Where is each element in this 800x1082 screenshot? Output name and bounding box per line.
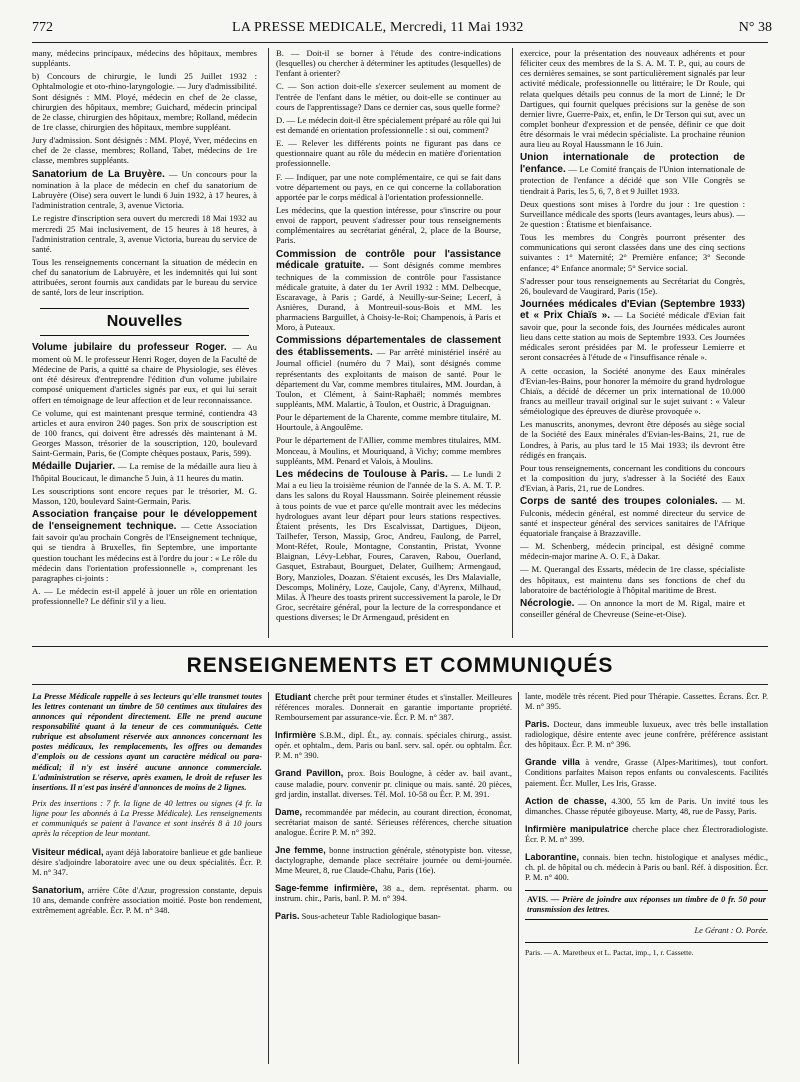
paragraph: Pour le département de la Charente, comme membre titulaire, M. Hourtoule, à Angoulême.: [276, 412, 501, 433]
classifieds-column-3: [525, 692, 768, 1064]
page-header: [32, 20, 772, 40]
page-number: 772: [32, 20, 53, 35]
manager-signature: Le Gérant : O. Porée.: [694, 926, 768, 936]
paragraph: Pour le département de l'Allier, comme membres titulaires, MM. Monceau, à Moulins, et Mouriquand, à Vichy; comme membres suppléants, MM. Penard et Valois, à Moulins.: [276, 435, 501, 466]
ad-title: Grande villa: [525, 757, 580, 768]
ad-text: cherche place chez Électroradiologiste. Écr. P. M. n° 399.: [525, 824, 768, 844]
journal-title: LA PRESSE MEDICALE, Mercredi, 11 Mai 1932: [232, 20, 524, 35]
section-heading: Volume jubilaire du professeur Roger.: [32, 342, 227, 354]
article-column-2: [276, 48, 501, 638]
paragraph: F. — Indiquer, par une note complémentaire, ce qui se fait dans votre département ou pays, en ce qui concerne la collaboration apportée par le corps médical à l'orientation professionnelle.: [276, 171, 501, 202]
section-rule: [32, 646, 768, 647]
ad-title: Sanatorium,: [32, 885, 85, 896]
ad-text: connais. bien techn. histologique et analyses médic., ch. pl. de hôpital ou ch. médecin à Paris ou banl. Réf. à disposition. Écr. P. M. n° 400.: [525, 852, 768, 883]
ad-title: Dame,: [275, 806, 303, 817]
article-column-1: [32, 48, 257, 638]
section-rule: [32, 684, 768, 685]
notice-text: — Prière de joindre aux réponses un timbre de 0 fr. 50 pour transmission des lettres.: [527, 895, 767, 915]
section-heading: Union internationale de protection de l'enfance.: [520, 152, 745, 175]
ad-text: 38 a., dem. représentat. pharm. ou instrum. chir., Paris, banl. P. M. n° 394.: [275, 884, 512, 904]
paragraph: — La Société médicale d'Evian fait savoir que, pour la seconde fois, des Journées médicales auront lieu dans cette station au mois de Septembre 1933. Ces Journées médicales seront présidées par M. le professeur Lemierre et seront consacrées à l'étude de « l'insuffisance rénale ».: [520, 310, 745, 363]
ad-title: Action de chasse,: [525, 795, 607, 806]
ad-title: Infirmière: [275, 730, 317, 741]
section-heading: Nécrologie.: [520, 597, 575, 609]
paragraph: — Au moment où M. le professeur Henri Roger, doyen de la Faculté de Médecine de Paris, a quitté sa chaire de Physiologie, ses élèves ont été désireux d'entreprendre l'édition d'un volume jubilaire composé uniquement d'articles signés par eux, et qui lui serait offert en témoignage de leur affection et de leur reconnaissance.: [32, 342, 257, 405]
ad-text: Docteur, dans immeuble luxueux, avec très belle installation radiologique, désire entente avec jeune confrère, préférence assistant des hôpitaux. Écr. P. M. n° 396.: [525, 720, 768, 750]
paragraph: Ce volume, qui est maintenant presque terminé, contiendra 43 articles et aura environ 240 pages. Son prix de souscription est de 100 francs, qui doivent être adressés dès maintenant à M. Georges Masson, trésorier de la souscription, 120, boulevard Saint-Germain, Paris, 6e (Compte chèques postaux, Paris, 599).: [32, 407, 257, 459]
printer-line: Paris. — A. Maretheux et L. Pactat, imp., 1, r. Cassette.: [525, 942, 768, 957]
section-heading: Commissions départementales de classement des établissements.: [276, 335, 501, 358]
column-divider: [268, 692, 269, 1064]
paragraph: — Par arrêté ministériel inséré au Journal officiel (numéro du 7 Mai), sont désignés comme représentants des exploitants de maison de santé. Pour le département du Var, comme membres titulaires, MM. Jourdan, à Toulon, et Clément, à Saint-Raphaël; nommés membres suppléants, MM. Malartic, à Toulon, et Oustric, à Draguignan.: [276, 346, 501, 409]
ad-title: Infirmière manipulatrice: [525, 823, 629, 834]
ad-title: Paris.: [525, 719, 550, 730]
paragraph: — Cette Association fait savoir qu'au prochain Congrès de l'Enseignement technique, qui se tiendra à Bruxelles, fin Septembre, une importante question touchant les médecins est à l'ordre du jour : « Le rôle du médecin dans l'orientation professionnelle », comprenant les paragraphes ci-joints :: [32, 520, 257, 583]
paragraph: — La remise de la médaille aura lieu à l'hôpital Boucicaut, le dimanche 5 Juin, à 11 heures du matin.: [32, 461, 257, 483]
paragraph: Jury d'admission. Sont désignés : MM. Ployé, Yver, médecins en chef de 2e classe, membres; Rolland, Tabet, médecins de 1re classe, membres suppléants.: [32, 135, 257, 166]
paragraph: many, médecins principaux, médecins des hôpitaux, membres suppléants.: [32, 48, 257, 69]
notice-label: AVIS.: [527, 895, 549, 905]
paragraph: A cette occasion, la Société anonyme des Eaux minérales d'Evian-les-Bains, pour honorer la mémoire du grand hydrologue Chiaïs, a décidé de décerner un prix international de 10.000 francs au meilleur travail original sur le sujet suivant : « Valeur séméiologique des épreuves de diurèse provoquée ».: [520, 365, 745, 417]
ad-text: Sous-acheteur Table Radiologique basan-: [301, 912, 441, 922]
paragraph: A. — Le médecin est-il appelé à jouer un rôle en orientation professionnelle? Le définir s'il y a lieu.: [32, 586, 257, 607]
ad-title: Laborantine,: [525, 851, 580, 862]
section-title: RENSEIGNEMENTS ET COMMUNIQUÉS: [186, 654, 614, 677]
classifieds-column-2: [275, 692, 512, 1064]
paragraph: Les manuscrits, anonymes, devront être déposés au siège social de la Société des Eaux minérales d'Evian-les-Bains, 21, rue de Londres, à Paris, au plus tard le 15 Mai 1933; ils devront être rédigés en français.: [520, 419, 745, 460]
section-heading: Association française pour le développement de l'enseignement technique.: [32, 509, 257, 532]
section-heading: Corps de santé des troupes coloniales.: [520, 496, 718, 508]
paragraph: — Le lundi 2 Mai a eu lieu la troisième réunion de l'année de la S. A. M. T. P. dans les salons du Royal Haussmann. Soirée pleinement réussie à tous points de vue et parce qu'elle montrait avec les médecins hydrologues avant leur départ pour leurs stations respectives. Étaient présents, les Drs Escalvissat, Dartigues, Dijeon, Tailhefer, Terson, Massip, Groc, Andreu, Faulong, de Parrel, Mont-Réfet, Roule, Montagne, Constantin, Pristat, Yvonne Blaignan, Lévy-Lebhar, Foures, Caraven, Rabou, Ouerland, Gasquet, Estrabaut, Bourguet, Delater, Guilhem; Armengaud, Bory, Manzioles, Doazan. S'étaient excusés, les Drs Malavialle, Descomps, Molinéry, Loze, Caujole, Cany, d'Ayrenx, Milhaud, Milas. À l'heure des toasts prirent successivement la parole, le Dr Groc, secrétaire général, pour la lecture de la correspondance et questions diverses; le Dr Armengaud, président en: [276, 468, 501, 623]
ad-text: ayant déjà laboratoire banlieue et gde banlieue désire s'adjoindre laboratoire avec une ou deux spécialités. Écr. P. M. n° 347.: [32, 848, 262, 878]
column-divider: [518, 692, 519, 1064]
nouvelles-heading: Nouvelles: [40, 308, 249, 337]
ad-title: Visiteur médical,: [32, 847, 104, 858]
classifieds-intro: La Presse Médicale rappelle à ses lecteurs qu'elle transmet toutes les lettres contenant un timbre de 50 centimes aux titulaires des annonces qui répondent directement. Elle ne prend aucune responsabilité quant à la teneur de ces communiqués. Cette rubrique est absolument réservée aux annonces concernant les postes médicaux, les remplacements, les offres ou demandes d'emplois ou de cessions ayant un caractère médical ou para-médical; il n'y est inséré aucune annonce commerciale. L'administration se réserve, après examen, le droit de refuser les insertions. Il n'est pas inséré d'annonces de moins de 2 lignes.: [32, 692, 262, 792]
paragraph: Les souscriptions sont encore reçues par le trésorier, M. G. Masson, 120, boulevard Saint-Germain, Paris.: [32, 486, 257, 507]
ad-title: Etudiant: [275, 692, 311, 702]
column-divider: [512, 48, 513, 638]
paragraph: Le registre d'inscription sera ouvert du mercredi 18 Mai 1932 au mercredi 25 Mai inclusivement, de 15 heures à 18 heures, à l'administration centrale, 3, avenue Victoria, bureau du service de santé.: [32, 213, 257, 254]
paragraph: C. — Son action doit-elle s'exercer seulement au moment de l'entrée de l'enfant dans le métier, ou doit-elle se continuer au cours de l'apprentissage? Dans ce dernier cas, sous quelle forme?: [276, 81, 501, 112]
classifieds-column-1: [32, 692, 262, 1064]
ad-text: 4.300, 55 km de Paris. Un invité tous les dimanches. Chasse réputée giboyeuse. Marty, 48, rue de Passy, Paris.: [525, 796, 768, 816]
paragraph: B. — Doit-il se borner à l'étude des contre-indications (lesquelles) ou chercher à déterminer les aptitudes (lesquelles) de l'enfant à orienter?: [276, 48, 501, 79]
ad-text: lante, modèle très récent. Pied pour Thérapie. Cassettes. Écrans. Écr. P. M. n° 395.: [525, 692, 768, 712]
paragraph: b) Concours de chirurgie, le lundi 25 Juillet 1932 : Ophtalmologie et oto-rhino-laryngologie. — Jury d'admissibilité. Sont désignés : MM. Ployé, médecin en chef de 2e classe, chirurgien des hôpitaux, membre; Guichard, médecin principal de 2e classe, chirurgien des hôpitaux, membre; Rolland, médecin de 1re classe, chirurgien des hôpitaux, membre suppléant.: [32, 71, 257, 132]
ad-title: Paris.: [275, 911, 300, 922]
paragraph: — M. Querangal des Essarts, médecin de 1re classe, spécialiste des hôpitaux, est maintenu dans ses fonctions de chef du laboratoire de bactériologie à l'hôpital maritime de Brest.: [520, 564, 745, 595]
column-divider: [268, 48, 269, 638]
section-heading: Les médecins de Toulouse à Paris.: [276, 468, 448, 480]
section-heading: Commission de contrôle pour l'assistance médicale gratuite.: [276, 248, 501, 272]
paragraph: E. — Relever les différents points ne figurant pas dans ce questionnaire quant au rôle du médecin en matière d'orientation professionnelle.: [276, 138, 501, 169]
ad-title: Sage-femme infirmière,: [275, 883, 378, 894]
insertion-prices: Prix des insertions : 7 fr. la ligne de 40 lettres ou signes (4 fr. la ligne pour les abonnés à La Presse Médicale). Les renseignements et communiqués se paient à l'avance et sont insérés 8 à 10 jours après la réception de leur montant.: [32, 798, 262, 839]
ad-text: bonne instruction générale, sténotypiste bon. vitesse, dactylographe, demande place secrétaire journée ou demi-journée. Mme Meuret, 8, rue Claude-Chahu, Paris (16e).: [275, 845, 512, 876]
section-heading: Sanatorium de La Bruyère.: [32, 168, 165, 180]
paragraph: Tous les renseignements concernant la situation de médecin en chef du sanatorium de Labruyère, et les indemnités qui lui sont attribuées, seront fournis aux candidats par le bureau du service de santé, lors de leur inscription.: [32, 257, 257, 298]
paragraph: — M. Schenberg, médecin principal, est désigné comme médecin-major marine A. O. F., à Dakar.: [520, 541, 745, 562]
ad-title: Jne femme,: [275, 844, 326, 855]
paragraph: exercice, pour la présentation des nouveaux adhérents et pour féliciter ceux des membres de la S. A. M. T. P., qui, au cours de ces dernières semaines, se sont particulièrement signalés par leur activité médicale, professionnelle ou littéraire; le Dr Roule, qui relata quelques détails peu connus de la mort de Linné; le Dr Dartigues, qui fournit quelques précisions sur la genèse de son dernier livre, Guerre-Paix, et, enfin, le Dr Terson qui sut, avec un complet bonheur d'expression et de pensée, définir ce que doit être désormais le vrai médecin spécialiste. La prochaine réunion aura lieu au Royal Haussmann le 16 Juin.: [520, 48, 745, 150]
paragraph: — Un concours pour la nomination à la place de médecin en chef du sanatorium de Labruyère (Oise) sera ouvert le lundi 6 Juin 1932, à 17 heures, à l'administration centrale, 3, avenue Victoria.: [32, 168, 257, 211]
ad-text: arrière Côte d'Azur, progression constante, depuis 10 ans, demande confrère association moitié. Poste bon rendement, extrêmement agréable. Écr. P. M. n° 348.: [32, 886, 262, 916]
notice-box: [525, 890, 768, 920]
header-rule: [32, 42, 768, 43]
paragraph: S'adresser pour tous renseignements au Secrétariat du Congrès, 26, boulevard de Vaugirard, Paris (15e).: [520, 275, 745, 296]
issue-number: N° 38: [738, 20, 772, 35]
article-column-3: [520, 48, 745, 638]
paragraph: Tous les membres du Congrès pourront présenter des communications qui seront classées dans une des cinq sections suivantes : 1° Maternité; 2° Première enfance; 3° Seconde enfance; 4° Enfance anormale; 5° Service social.: [520, 232, 745, 273]
paragraph: — Le Comité français de l'Union internationale de protection de l'enfance a décidé que son VIIe Congrès se tiendrait à Paris, les 5, 6, 7, 8 et 9 Juillet 1933.: [520, 163, 745, 196]
ad-text: à vendre, Grasse (Alpes-Maritimes), tout confort. Conditions parfaites Maison repos enfants ou convalescents. Facilités paiement. Écr. Muller, Les Iris, Grasse.: [525, 758, 768, 788]
ad-text: recommandée par médecin, au courant direction, économat, secrétariat maison de santé. Sérieuses références, cherche situation analogue. Écrire P. M. n° 392.: [275, 807, 512, 837]
ad-text: S.B.M., dipl. Ét., ay. connais. spéciales chirurg., assist. opér. et ophtalm., dem. Paris ou banl. serv. sal. opér. ou ophtalm. Écr. P. M. n° 390.: [275, 731, 512, 761]
paragraph: D. — Le médecin doit-il être spécialement préparé au rôle qui lui est demandé en orientation professionnelle : si oui, comment?: [276, 114, 501, 135]
ad-title: Grand Pavillon,: [275, 768, 344, 779]
paragraph: — M. Fulconis, médecin général, est nommé directeur du service de santé et inspecteur général des services sanitaires de l'Afrique équatoriale française à Brazzaville.: [520, 496, 745, 538]
paragraph: — Sont désignés comme membres techniques de la commission de contrôle pour l'assistance médicale gratuite, à dater du 1er Avril 1932 : MM. Delbecque, Escaravage, à Paris ; Gardé, à Neuilly-sur-Seine; Lecerf, à Asnières, Durand, à Montreuil-sous-Bois et MM. les pharmaciens Barguillet, à Choisy-le-Roi; Champenois, à Paris et Moro, à Puteaux.: [276, 260, 501, 333]
section-heading: Médaille Dujarier.: [32, 461, 115, 473]
paragraph: Les médecins, que la question intéresse, pour s'inscrire ou pour envoi de rapport, peuvent s'adresser pour tous renseignements complémentaires au secrétariat général, 2, place de la Bourse, Paris.: [276, 204, 501, 246]
section-heading: Journées médicales d'Evian (Septembre 1933) et « Prix Chiaïs ».: [520, 298, 745, 322]
paragraph: Pour tous renseignements, concernant les conditions du concours et la composition du jury, s'adresser à la Société des Eaux d'Evian, à Paris, 21, rue de Londres.: [520, 462, 745, 494]
ad-text: cherche prêt pour terminer études et s'installer. Meilleures références morales. Donnerait en garantie importante propriété. Remboursement par assurance-vie. Écr. P. M. n° 387.: [275, 693, 512, 723]
paragraph: — On annonce la mort de M. Rigal, maire et conseiller général de Chevreuse (Seine-et-Oise).: [520, 597, 745, 620]
ad-text: prox. Bois Boulogne, à céder av. bail avant., cause maladie, pourv. convenir pr. clinique ou mais. santé. 20 pièces, grd jardin, installat. diverses. Tél. Mol. 10-58 ou Écr. P. M. 391.: [275, 769, 512, 799]
paragraph: Deux questions sont mises à l'ordre du jour : 1re question : Surveillance médicale des sports (leurs avantages, leurs abus). — 2e question : Étatisme et bienfaisance.: [520, 198, 745, 229]
